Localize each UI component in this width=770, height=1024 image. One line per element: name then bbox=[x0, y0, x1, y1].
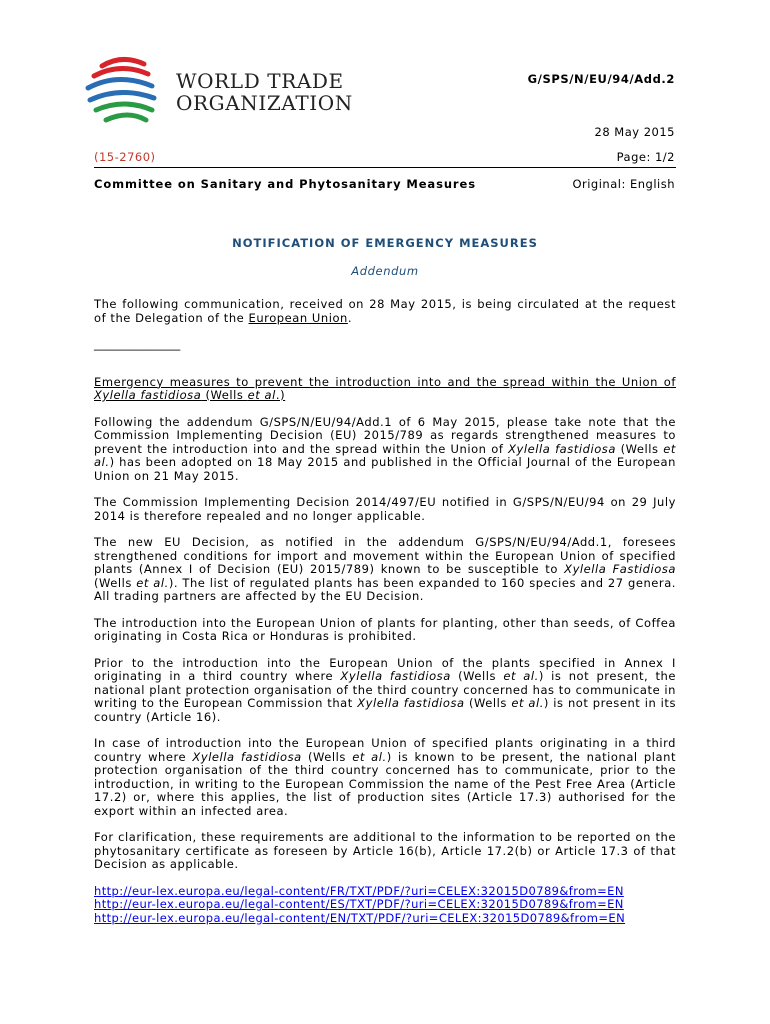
link-en[interactable]: http://eur-lex.europa.eu/legal-content/EN/TXT/PDF/?uri=CELEX:32015D0789&from=EN bbox=[94, 910, 626, 925]
header-divider bbox=[94, 167, 676, 168]
wto-emblem-icon bbox=[82, 52, 172, 132]
original-language: Original: English bbox=[572, 177, 675, 191]
org-name-line2: ORGANIZATION bbox=[176, 91, 353, 115]
document-date: 28 May 2015 bbox=[594, 125, 675, 139]
intro-paragraph: The following communication, received on 28 May 2015, is being circulated at the request of the Delegation of the European Union. bbox=[94, 297, 676, 325]
document-number: (15-2760) bbox=[94, 150, 156, 164]
link-fr[interactable]: http://eur-lex.europa.eu/legal-content/FR/TXT/PDF/?uri=CELEX:32015D0789&from=EN bbox=[94, 883, 624, 898]
paragraph-7: For clarification, these requirements are additional to the information to be reported on the phytosanitary certificate as foreseen by Article 16(b), Article 17.2(b) or Article 17.3 of that Decision as applicable. bbox=[94, 830, 676, 871]
paragraph-4: The introduction into the European Union of plants for planting, other than seeds, of Coffea originating in Costa Rica or Honduras is prohibited. bbox=[94, 615, 676, 643]
wto-logo bbox=[82, 52, 353, 132]
paragraph-3: The new EU Decision, as notified in the addendum G/SPS/N/EU/94/Add.1, foresees strengthened conditions for import and movement within the European Union of specified plants (Annex I of Decision (EU) 2015/789) known to be susceptible to Xylella Fastidiosa (Wells et al.). The list of regulated plants has been expanded to 160 species and 27 genera. All trading partners are affected by the EU Decision. bbox=[94, 535, 676, 603]
document-symbol: G/SPS/N/EU/94/Add.2 bbox=[527, 72, 675, 86]
subject-heading: Emergency measures to prevent the introduction into and the spread within the Union of Xylella fastidiosa (Wells et al.) bbox=[94, 374, 676, 402]
committee-name: Committee on Sanitary and Phytosanitary Measures bbox=[94, 177, 476, 191]
page-title: NOTIFICATION OF EMERGENCY MEASURES bbox=[232, 236, 538, 250]
page-number: Page: 1/2 bbox=[616, 150, 675, 164]
paragraph-2: The Commission Implementing Decision 2014/497/EU notified in G/SPS/N/EU/94 on 29 July 2014 is therefore repealed and no longer applicable. bbox=[94, 495, 676, 523]
eu-link: European Union bbox=[248, 310, 348, 325]
paragraph-1: Following the addendum G/SPS/N/EU/94/Add.1 of 6 May 2015, please take note that the Commission Implementing Decision (EU) 2015/789 as regards strengthened measures to prevent the introduction into and the spread within the Union of Xylella fastidiosa (Wells et al.) has been adopted on 18 May 2015 and published in the Official Journal of the European Union on 21 May 2015. bbox=[94, 414, 676, 483]
page-subtitle: Addendum bbox=[351, 264, 419, 278]
paragraph-5: Prior to the introduction into the European Union of the plants specified in Annex I originating in a third country where Xylella fastidiosa (Wells et al.) is not present, the national plant protection organisation of the third country concerned has to communicate in writing to the European Commission that Xylella fastidiosa (Wells et al.) is not present in its country (Article 16). bbox=[94, 655, 677, 724]
org-name bbox=[176, 70, 353, 114]
paragraph-6: In case of introduction into the European Union of specified plants originating in a third country where Xylella fastidiosa (Wells et al.) is known to be present, the national plant protection organisation of the third country concerned has to communicate, prior to the introduction, in writing to the European Commission the name of the Pest Free Area (Article 17.2) or, where this applies, the list of production sites (Article 17.3) authorised for the export within an infected area. bbox=[94, 736, 677, 818]
org-name-line1: WORLD TRADE bbox=[176, 69, 344, 93]
separator: _______________ bbox=[94, 337, 181, 351]
document-body bbox=[94, 298, 676, 925]
link-es[interactable]: http://eur-lex.europa.eu/legal-content/ES/TXT/PDF/?uri=CELEX:32015D0789&from=EN bbox=[94, 897, 624, 911]
reference-links bbox=[94, 885, 676, 926]
